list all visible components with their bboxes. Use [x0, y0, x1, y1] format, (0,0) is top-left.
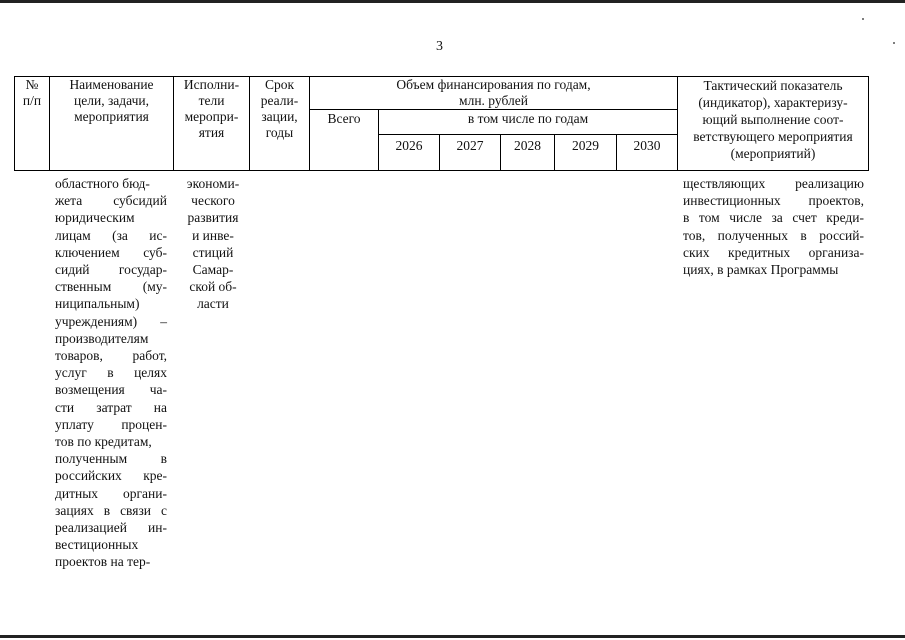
header-border-right	[868, 76, 869, 171]
scan-speck	[862, 18, 864, 20]
text-line: ческого	[191, 193, 235, 209]
text-line: циях, в рамках Программы	[683, 262, 839, 278]
text-line: реализацией ин-	[55, 520, 167, 536]
header-name: Наименование цели, задачи, мероприятия	[69, 77, 154, 124]
text-line: зациях в связи с	[55, 502, 167, 518]
header-year-2026: 2026	[395, 138, 423, 153]
row-name-text	[55, 175, 167, 571]
text-line: услуг в целях	[55, 365, 167, 381]
text-line: развития	[187, 210, 239, 226]
text-line: инвестиционных проектов,	[683, 193, 864, 209]
scan-top-edge	[0, 0, 905, 3]
row-executors-text	[176, 175, 250, 313]
text-line: ских кредитных организа-	[683, 244, 864, 260]
header-indicator: Тактический показатель (индикатор), характеризу- ющий выполнение соот- ветствующего мероприятия (мероприятий)	[693, 78, 853, 161]
text-line: тов, полученных в россий-	[683, 227, 864, 243]
text-line: в том числе за счет креди-	[683, 210, 864, 226]
text-line: и инве-	[192, 227, 234, 243]
text-line: полученным в	[55, 451, 167, 467]
text-line: ниципальным)	[55, 296, 140, 312]
text-line: областного бюд-	[55, 176, 150, 191]
text-line: стиций	[192, 244, 234, 260]
text-line: лицам (за ис-	[55, 227, 167, 243]
header-year-2029: 2029	[572, 138, 599, 153]
header-num: № п/п	[22, 77, 42, 108]
text-line: российских кре-	[55, 468, 167, 484]
text-line: юридическим	[55, 210, 135, 226]
text-line: уплату процен-	[55, 416, 167, 432]
scan-bottom-edge	[0, 635, 905, 638]
header-border-bottom	[14, 170, 869, 171]
text-line: товаров, работ,	[55, 348, 167, 364]
table-header	[14, 76, 869, 171]
header-funding: Объем финансирования по годам, млн. рублей	[396, 77, 591, 108]
text-line: тов по кредитам,	[55, 434, 152, 450]
text-line: вестиционных	[55, 537, 139, 553]
text-line: ществляющих реализацию	[683, 176, 864, 191]
text-line: ласти	[197, 296, 229, 312]
text-line: дитных органи-	[55, 485, 167, 501]
header-total: Всего	[327, 111, 361, 126]
text-line: жета субсидий	[55, 193, 167, 209]
text-line: экономи-	[186, 176, 240, 191]
text-line: производителям	[55, 330, 149, 346]
header-divider-years	[378, 134, 678, 135]
text-line: возмещения ча-	[55, 382, 167, 398]
header-year-2030: 2030	[633, 138, 661, 153]
text-line: сидий государ-	[55, 262, 167, 278]
text-line: ключением суб-	[55, 244, 167, 260]
row-indicator-text	[683, 175, 864, 278]
text-line: ской об-	[189, 279, 237, 295]
header-term: Срок реали- зации, годы	[260, 77, 299, 140]
page-number: 3	[436, 39, 443, 54]
header-year-2027: 2027	[456, 138, 484, 153]
text-line: проектов на тер-	[55, 554, 151, 570]
header-executors: Исполни- тели меропри- ятия	[183, 77, 240, 140]
text-line: сти затрат на	[55, 399, 167, 415]
header-by-year: в том числе по годам	[467, 111, 589, 126]
header-divider-funding	[309, 109, 678, 110]
text-line: учреждениям) –	[55, 313, 167, 329]
text-line: Самар-	[192, 262, 234, 278]
text-line: ственным (му-	[55, 279, 167, 295]
scan-speck	[893, 42, 895, 44]
header-year-2028: 2028	[514, 138, 541, 153]
